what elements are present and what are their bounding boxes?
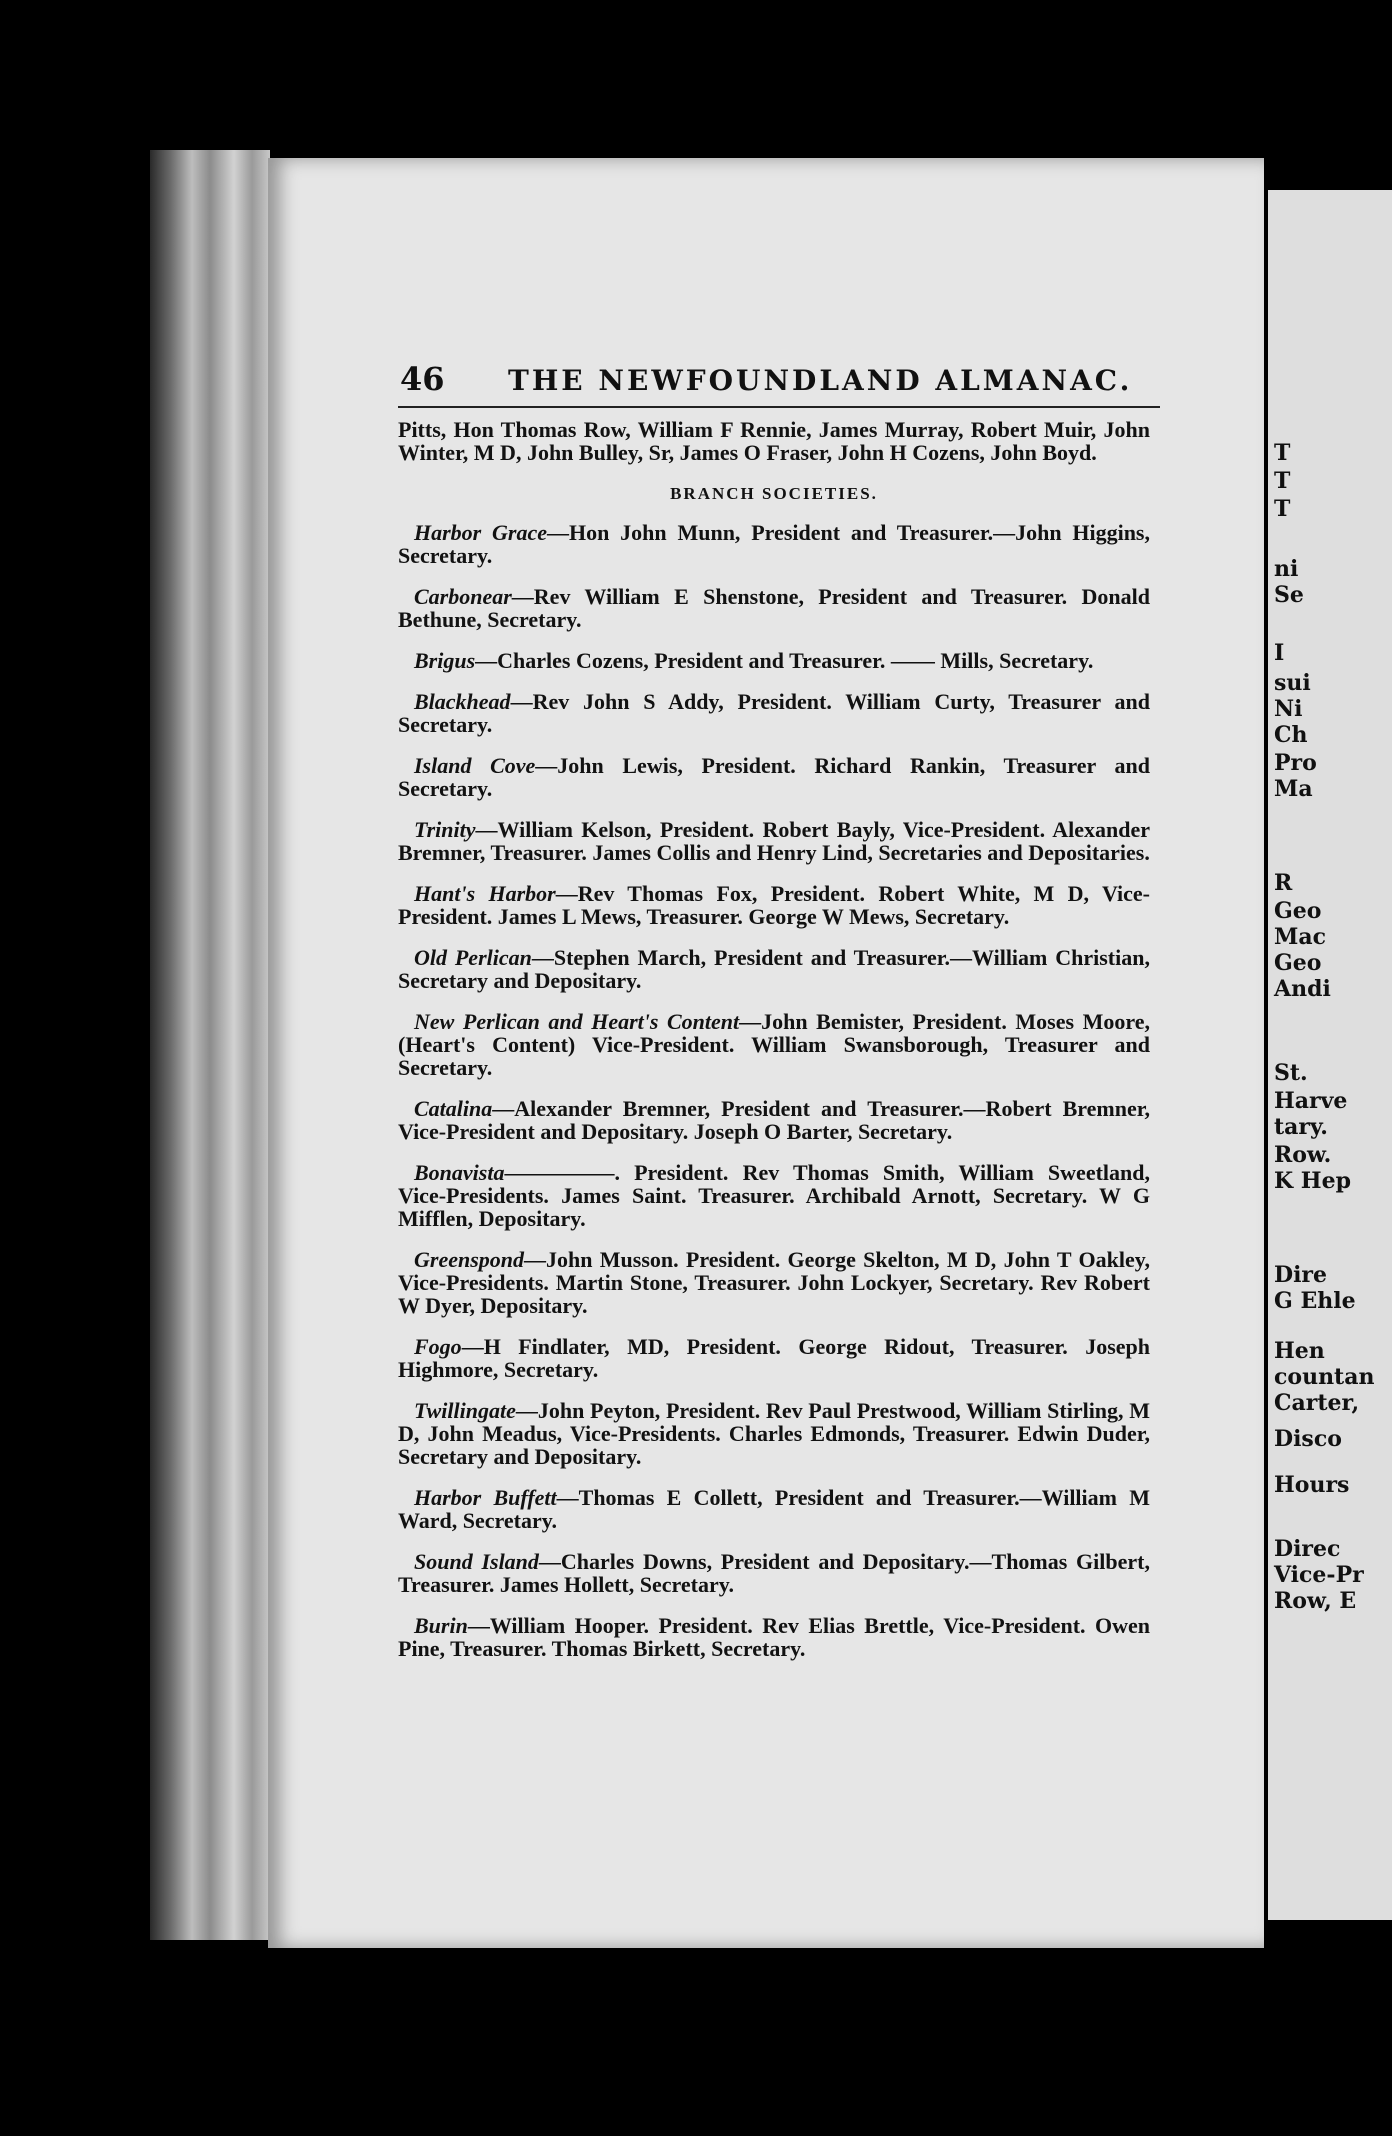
facing-page-text: Se xyxy=(1274,582,1304,608)
facing-page-text: T xyxy=(1274,496,1291,522)
society-place-name: Blackhead xyxy=(414,689,511,714)
society-place-name: Carbonear xyxy=(414,584,512,609)
society-officers: —Alexander Bremner, President and Treasurer.—Robert Bremner, Vice-President and Depositary. Joseph O Barter, Secretary. xyxy=(398,1096,1150,1144)
society-officers: —John Musson. President. George Skelton, M D, John T Oakley, Vice-Presidents. Martin Stone, Treasurer. John Lockyer, Secretary. Rev Robert W Dyer, Depositary. xyxy=(398,1247,1150,1318)
facing-page-text: sui xyxy=(1274,670,1311,696)
society-officers: —John Lewis, President. Richard Rankin, Treasurer and Secretary. xyxy=(398,753,1150,801)
facing-page-text: Andi xyxy=(1274,976,1331,1002)
section-heading: BRANCH SOCIETIES. xyxy=(670,484,878,503)
society-officers: —John Bemister, President. Moses Moore, (Heart's Content) Vice-President. William Swansborough, Treasurer and Secretary. xyxy=(398,1009,1150,1080)
society-officers: —William Kelson, President. Robert Bayly, Vice-President. Alexander Bremner, Treasurer. James Collis and Henry Lind, Secretaries and Depositaries. xyxy=(398,817,1150,865)
society-place-name: Island Cove xyxy=(414,753,536,778)
facing-page-text: I xyxy=(1274,640,1285,666)
facing-page-text: K Hep xyxy=(1274,1168,1351,1194)
intro-paragraph: Pitts, Hon Thomas Row, William F Rennie, James Murray, Robert Muir, John Winter, M D, John Bulley, Sr, James O Fraser, John H Cozens, John Boyd. xyxy=(398,417,1150,465)
facing-page-text: St. xyxy=(1274,1060,1308,1086)
facing-page-text: Row. xyxy=(1274,1142,1332,1168)
facing-page-text: Hen xyxy=(1274,1338,1325,1364)
society-entry xyxy=(398,1486,1150,1532)
society-entry xyxy=(398,818,1150,864)
society-entry xyxy=(398,1161,1150,1230)
facing-page-text: Geo xyxy=(1274,950,1322,976)
society-place-name: Catalina xyxy=(414,1096,493,1121)
facing-page-text: T xyxy=(1274,440,1291,466)
society-place-name: Fogo xyxy=(414,1334,462,1359)
society-officers: —Hon John Munn, President and Treasurer.—John Higgins, Secretary. xyxy=(398,520,1150,568)
header-rule xyxy=(398,406,1160,408)
facing-page-text: Vice-Pr xyxy=(1274,1562,1364,1588)
society-entry xyxy=(398,946,1150,992)
society-place-name: Brigus xyxy=(414,648,476,673)
facing-page-text: Carter, xyxy=(1274,1390,1360,1416)
society-officers: —H Findlater, MD, President. George Ridout, Treasurer. Joseph Highmore, Secretary. xyxy=(398,1334,1150,1382)
society-entry xyxy=(398,585,1150,631)
page-number: 46 xyxy=(400,360,445,398)
society-place-name: Sound Island xyxy=(414,1549,539,1574)
facing-page-text: T xyxy=(1274,468,1291,494)
facing-page-text: Hours xyxy=(1274,1472,1350,1498)
society-place-name: New Perlican and Heart's Content xyxy=(414,1009,740,1034)
facing-page-text: Disco xyxy=(1274,1426,1342,1452)
society-officers: —Rev John S Addy, President. William Curty, Treasurer and Secretary. xyxy=(398,689,1150,737)
facing-page-text: Ni xyxy=(1274,696,1303,722)
society-place-name: Harbor Buffett xyxy=(414,1485,557,1510)
society-officers: —Thomas E Collett, President and Treasurer.—William M Ward, Secretary. xyxy=(398,1485,1150,1533)
society-place-name: Old Perlican xyxy=(414,945,532,970)
facing-page-text: ni xyxy=(1274,556,1299,582)
facing-page-text: R xyxy=(1274,870,1293,896)
society-entry xyxy=(398,521,1150,567)
facing-page-text: Ch xyxy=(1274,722,1308,748)
society-place-name: Twillingate xyxy=(414,1398,516,1423)
facing-page-text: tary. xyxy=(1274,1114,1328,1140)
facing-page-text: Harve xyxy=(1274,1088,1348,1114)
facing-page-text: Row, E xyxy=(1274,1588,1357,1614)
society-entry xyxy=(398,1010,1150,1079)
society-entry xyxy=(398,1248,1150,1317)
society-officers: —————. President. Rev Thomas Smith, William Sweetland, Vice-Presidents. James Saint. Treasurer. Archibald Arnott, Secretary. W G Mifflen, Depositary. xyxy=(398,1160,1150,1231)
society-entry xyxy=(398,754,1150,800)
society-officers: —William Hooper. President. Rev Elias Brettle, Vice-President. Owen Pine, Treasurer. Thomas Birkett, Secretary. xyxy=(398,1613,1150,1661)
facing-page-text: Mac xyxy=(1274,924,1327,950)
society-entry xyxy=(398,1399,1150,1468)
society-entry xyxy=(398,1614,1150,1660)
facing-page-text: Direc xyxy=(1274,1536,1341,1562)
society-officers: —Stephen March, President and Treasurer.—William Christian, Secretary and Depositary. xyxy=(398,945,1150,993)
page-header xyxy=(400,360,1160,404)
society-place-name: Greenspond xyxy=(414,1247,525,1272)
society-entry xyxy=(398,1550,1150,1596)
society-officers: —John Peyton, President. Rev Paul Prestwood, William Stirling, M D, John Meadus, Vice-Presidents. Charles Edmonds, Treasurer. Edwin Duder, Secretary and Depositary. xyxy=(398,1398,1150,1469)
facing-page-text: Pro xyxy=(1274,750,1317,776)
facing-page-fragment xyxy=(1268,190,1392,1920)
running-title: THE NEWFOUNDLAND ALMANAC. xyxy=(508,364,1133,397)
society-officers: —Charles Downs, President and Depositary.—Thomas Gilbert, Treasurer. James Hollett, Secretary. xyxy=(398,1549,1150,1597)
society-entries xyxy=(398,521,1150,1660)
society-entry xyxy=(398,1335,1150,1381)
society-officers: —Charles Cozens, President and Treasurer. —— Mills, Secretary. xyxy=(475,648,1094,673)
society-entry xyxy=(398,690,1150,736)
facing-page-text: Dire xyxy=(1274,1262,1328,1288)
facing-page-text: Geo xyxy=(1274,898,1322,924)
facing-page-text: Ma xyxy=(1274,776,1313,802)
society-entry xyxy=(398,649,1150,672)
facing-page-text: G Ehle xyxy=(1274,1288,1356,1314)
society-entry xyxy=(398,1097,1150,1143)
society-place-name: Bonavista xyxy=(414,1160,505,1185)
society-officers: —Rev William E Shenstone, President and Treasurer. Donald Bethune, Secretary. xyxy=(398,584,1150,632)
society-place-name: Burin xyxy=(414,1613,468,1638)
society-place-name: Harbor Grace xyxy=(414,520,548,545)
society-place-name: Trinity xyxy=(414,817,476,842)
society-place-name: Hant's Harbor xyxy=(414,881,556,906)
page-body xyxy=(398,418,1150,1678)
facing-page-text: countan xyxy=(1274,1364,1375,1390)
society-entry xyxy=(398,882,1150,928)
book-binding-edge xyxy=(150,150,270,1940)
society-officers: —Rev Thomas Fox, President. Robert White, M D, Vice-President. James L Mews, Treasurer. George W Mews, Secretary. xyxy=(398,881,1151,929)
